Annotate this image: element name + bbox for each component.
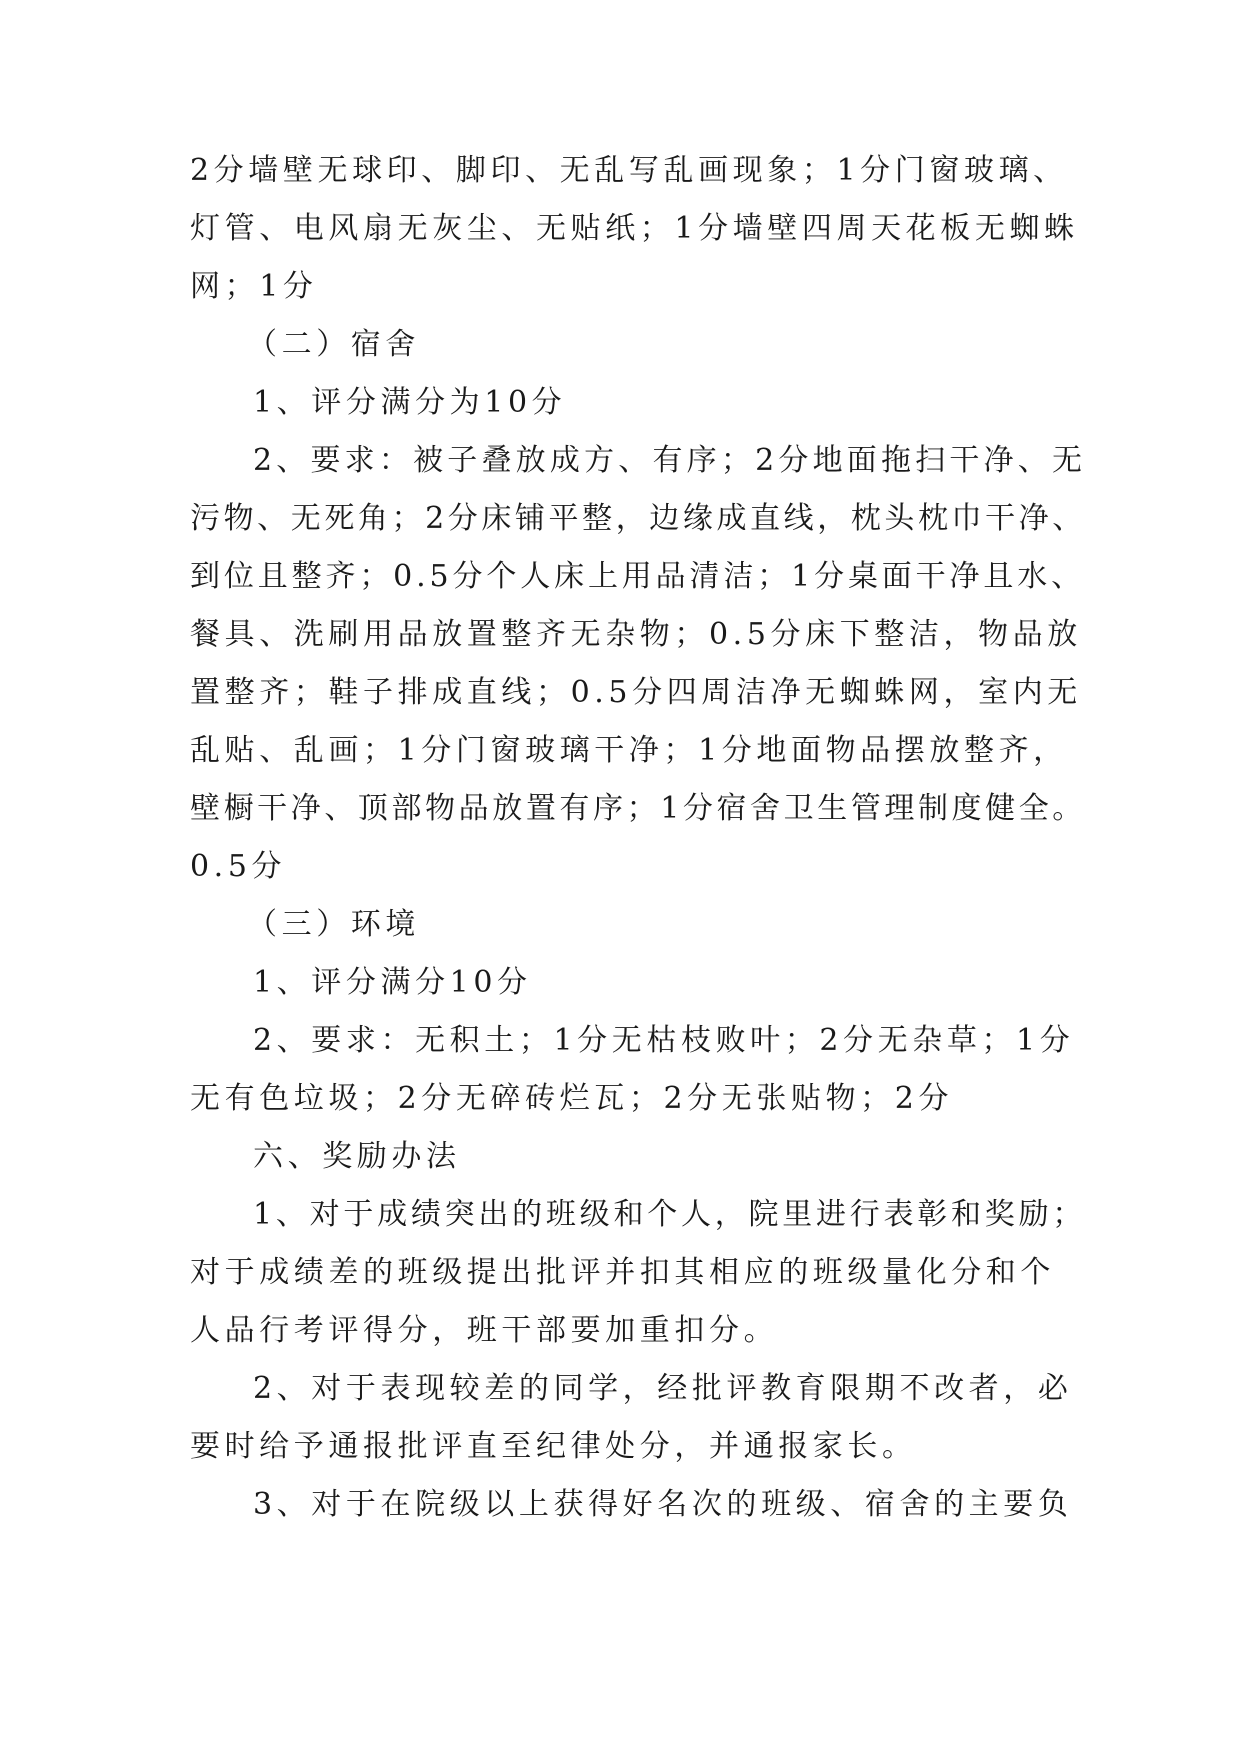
text-line: 置整齐；鞋子排成直线；0.5分四周洁净无蜘蛛网，室内无 <box>190 675 1082 710</box>
text-line: 壁橱干净、顶部物品放置有序；1分宿舍卫生管理制度健全。 <box>190 791 1086 826</box>
text-line: 2、要求：被子叠放成方、有序；2分地面拖扫干净、无 <box>253 443 1087 478</box>
text-line: 1、评分满分为10分 <box>253 385 567 420</box>
text-line: 人品行考评得分，班干部要加重扣分。 <box>190 1313 779 1348</box>
section-heading: （三）环境 <box>247 907 420 942</box>
text-line: 要时给予通报批评直至纪律处分，并通报家长。 <box>190 1429 917 1464</box>
text-line: 2分墙壁无球印、脚印、无乱写乱画现象；1分门窗玻璃、 <box>190 153 1068 188</box>
section-heading: （二）宿舍 <box>247 327 420 362</box>
text-line: 对于成绩差的班级提出批评并扣其相应的班级量化分和个 <box>190 1255 1055 1290</box>
text-line: 1、对于成绩突出的班级和个人，院里进行表彰和奖励； <box>253 1197 1087 1232</box>
text-line: 无有色垃圾；2分无碎砖烂瓦；2分无张贴物；2分 <box>190 1081 954 1116</box>
section-heading: 六、奖励办法 <box>253 1139 461 1174</box>
text-line: 餐具、洗刷用品放置整齐无杂物；0.5分床下整洁，物品放 <box>190 617 1082 652</box>
text-line: 网；1分 <box>190 269 318 304</box>
text-line: 乱贴、乱画；1分门窗玻璃干净；1分地面物品摆放整齐， <box>190 733 1068 768</box>
text-line: 2、对于表现较差的同学，经批评教育限期不改者，必 <box>253 1371 1073 1406</box>
text-line: 1、评分满分10分 <box>253 965 532 1000</box>
text-line: 灯管、电风扇无灰尘、无贴纸；1分墙壁四周天花板无蜘蛛 <box>190 211 1079 246</box>
text-line: 2、要求：无积土；1分无枯枝败叶；2分无杂草；1分 <box>253 1023 1075 1058</box>
text-line: 3、对于在院级以上获得好名次的班级、宿舍的主要负 <box>253 1487 1073 1522</box>
text-line: 污物、无死角；2分床铺平整，边缘成直线，枕头枕巾干净、 <box>190 501 1086 536</box>
text-line: 到位且整齐；0.5分个人床上用品清洁；1分桌面干净且水、 <box>190 559 1085 594</box>
text-line: 0.5分 <box>190 849 287 884</box>
